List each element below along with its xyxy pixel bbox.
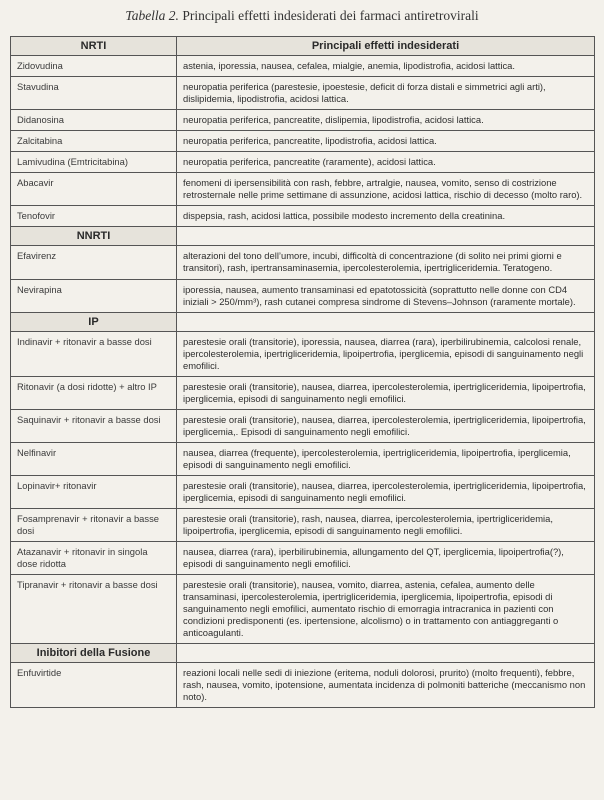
side-effects-cell: neuropatia periferica, pancreatite (raramente), acidosi lattica.: [177, 152, 595, 173]
drug-name-cell: Tipranavir + ritonavir a basse dosi: [11, 575, 177, 644]
table-row: [11, 77, 595, 110]
table-row: [11, 131, 595, 152]
table-row: [11, 475, 595, 508]
drug-name-cell: Ritonavir (a dosi ridotte) + altro IP: [11, 376, 177, 409]
table-body: [11, 37, 595, 708]
side-effects-cell: neuropatia periferica (parestesie, ipoestesie, deficit di forza distali e simmetrici agli arti), dislipidemia, lipodistrofia, acidosi lattica.: [177, 77, 595, 110]
drug-name-cell: Efavirenz: [11, 246, 177, 279]
drug-name-cell: Lamivudina (Emtricitabina): [11, 152, 177, 173]
side-effects-cell: parestesie orali (transitorie), nausea, diarrea, ipercolesterolemia, ipertrigliceridemia, lipoipertrofia, iperglicemia, episodi di sanguinamento negli emofilici.: [177, 475, 595, 508]
table-row: [11, 173, 595, 206]
table-row: [11, 246, 595, 279]
drug-name-cell: Saquinavir + ritonavir a basse dosi: [11, 409, 177, 442]
table-row: [11, 409, 595, 442]
section-heading: NNRTI: [11, 227, 177, 246]
side-effects-cell: neuropatia periferica, pancreatite, dislipemia, lipodistrofia, acidosi lattica.: [177, 110, 595, 131]
drug-name-cell: Atazanavir + ritonavir in singola dose ridotta: [11, 542, 177, 575]
drug-name-cell: Nevirapina: [11, 279, 177, 312]
table-caption: [0, 8, 604, 24]
section-heading: Inibitori della Fusione: [11, 644, 177, 663]
drug-name-cell: Enfuvirtide: [11, 663, 177, 708]
drug-name-cell: Zalcitabina: [11, 131, 177, 152]
side-effects-cell: neuropatia periferica, pancreatite, lipodistrofia, acidosi lattica.: [177, 131, 595, 152]
drug-name-cell: Zidovudina: [11, 56, 177, 77]
table-row: [11, 152, 595, 173]
side-effects-cell: parestesie orali (transitorie), nausea, vomito, diarrea, astenia, cefalea, aumento delle transaminasi, ipercolesterolemia, ipertrigliceridemia, iperglicemia, lipoipertrofia, episodi di sanguinamento negli emofilici, aumentato rischio di emorragia intracranica in pazienti con condizioni predisponenti (es. ipertensione, alcolismo) o in trattamento con antiaggreganti o anticoagulanti.: [177, 575, 595, 644]
drug-name-cell: Indinavir + ritonavir a basse dosi: [11, 331, 177, 376]
section-header-row: [11, 37, 595, 56]
side-effects-cell: nausea, diarrea (rara), iperbilirubinemia, allungamento del QT, iperglicemia, lipoipertrofia(?), episodi di sanguinamento negli emofilici.: [177, 542, 595, 575]
side-effects-cell: astenia, iporessia, nausea, cefalea, mialgie, anemia, lipodistrofia, acidosi lattica.: [177, 56, 595, 77]
table-row: [11, 575, 595, 644]
side-effects-cell: reazioni locali nelle sedi di iniezione (eritema, noduli dolorosi, prurito) (molto frequenti), febbre, rash, nausea, vomito, ipotensione, aumentata incidenza di polmoniti batteriche (meccanismo non noto).: [177, 663, 595, 708]
side-effects-cell: parestesie orali (transitorie), nausea, diarrea, ipercolesterolemia, ipertrigliceridemia, lipoipertrofia, iperglicemia, episodi di sanguinamento negli emofilici.: [177, 376, 595, 409]
drug-name-cell: Fosamprenavir + ritonavir a basse dosi: [11, 508, 177, 541]
side-effects-cell: fenomeni di ipersensibilità con rash, febbre, artralgie, nausea, vomito, senso di costrizione retrosternale nelle prime settimane di assunzione, acidosi lattica, rischio di decesso (molto raro).: [177, 173, 595, 206]
side-effects-cell: parestesie orali (transitorie), iporessia, nausea, diarrea (rara), iperbilirubinemia, calcolosi renale, ipercolesterolemia, ipertrigliceridemia, lipoipertrofia, iperglicemia, episodi di sanguinamento negli emofilici.: [177, 331, 595, 376]
caption-text: Principali effetti indesiderati dei farmaci antiretrovirali: [182, 8, 479, 23]
drug-name-cell: Nelfinavir: [11, 442, 177, 475]
section-heading-spacer: [177, 644, 595, 663]
side-effects-cell: dispepsia, rash, acidosi lattica, possibile modesto incremento della creatinina.: [177, 206, 595, 227]
side-effects-cell: alterazioni del tono dell’umore, incubi, difficoltà di concentrazione (di solito nei primi giorni e transitori), rash, ipertransaminasemia, ipercolesterolemia, ipertrigliceridemia. Teratogeno.: [177, 246, 595, 279]
side-effects-cell: iporessia, nausea, aumento transaminasi ed epatotossicità (soprattutto nelle donne con CD4 iniziali > 250/mm³), rash cutanei compresa sindrome di Stevens–Johnson (raramente mortale).: [177, 279, 595, 312]
table-row: [11, 56, 595, 77]
table-row: [11, 376, 595, 409]
table-row: [11, 206, 595, 227]
section-heading-spacer: [177, 312, 595, 331]
drug-name-cell: Tenofovir: [11, 206, 177, 227]
section-heading: NRTI: [11, 37, 177, 56]
side-effects-cell: nausea, diarrea (frequente), ipercolesterolemia, ipertrigliceridemia, lipoipertrofia, iperglicemia, episodi di sanguinamento negli emofilici.: [177, 442, 595, 475]
caption-label: Tabella 2.: [125, 8, 179, 23]
adverse-effects-table: [10, 36, 595, 708]
table-row: [11, 279, 595, 312]
table-row: [11, 663, 595, 708]
table-row: [11, 331, 595, 376]
section-heading: IP: [11, 312, 177, 331]
table-row: [11, 110, 595, 131]
drug-name-cell: Stavudina: [11, 77, 177, 110]
column-header-effects: Principali effetti indesiderati: [177, 37, 595, 56]
section-header-row: [11, 312, 595, 331]
drug-name-cell: Didanosina: [11, 110, 177, 131]
table-row: [11, 508, 595, 541]
section-heading-spacer: [177, 227, 595, 246]
table-row: [11, 542, 595, 575]
drug-name-cell: Lopinavir+ ritonavir: [11, 475, 177, 508]
section-header-row: [11, 227, 595, 246]
side-effects-cell: parestesie orali (transitorie), nausea, diarrea, ipercolesterolemia, ipertrigliceridemia, lipoipertrofia, iperglicemia,. Episodi di sanguinamento negli emofilici.: [177, 409, 595, 442]
table-row: [11, 442, 595, 475]
drug-name-cell: Abacavir: [11, 173, 177, 206]
section-header-row: [11, 644, 595, 663]
side-effects-cell: parestesie orali (transitorie), rash, nausea, diarrea, ipercolesterolemia, ipertrigliceridemia, lipoipertrofia, iperglicemia, episodi di sanguinamento negli emofilici.: [177, 508, 595, 541]
